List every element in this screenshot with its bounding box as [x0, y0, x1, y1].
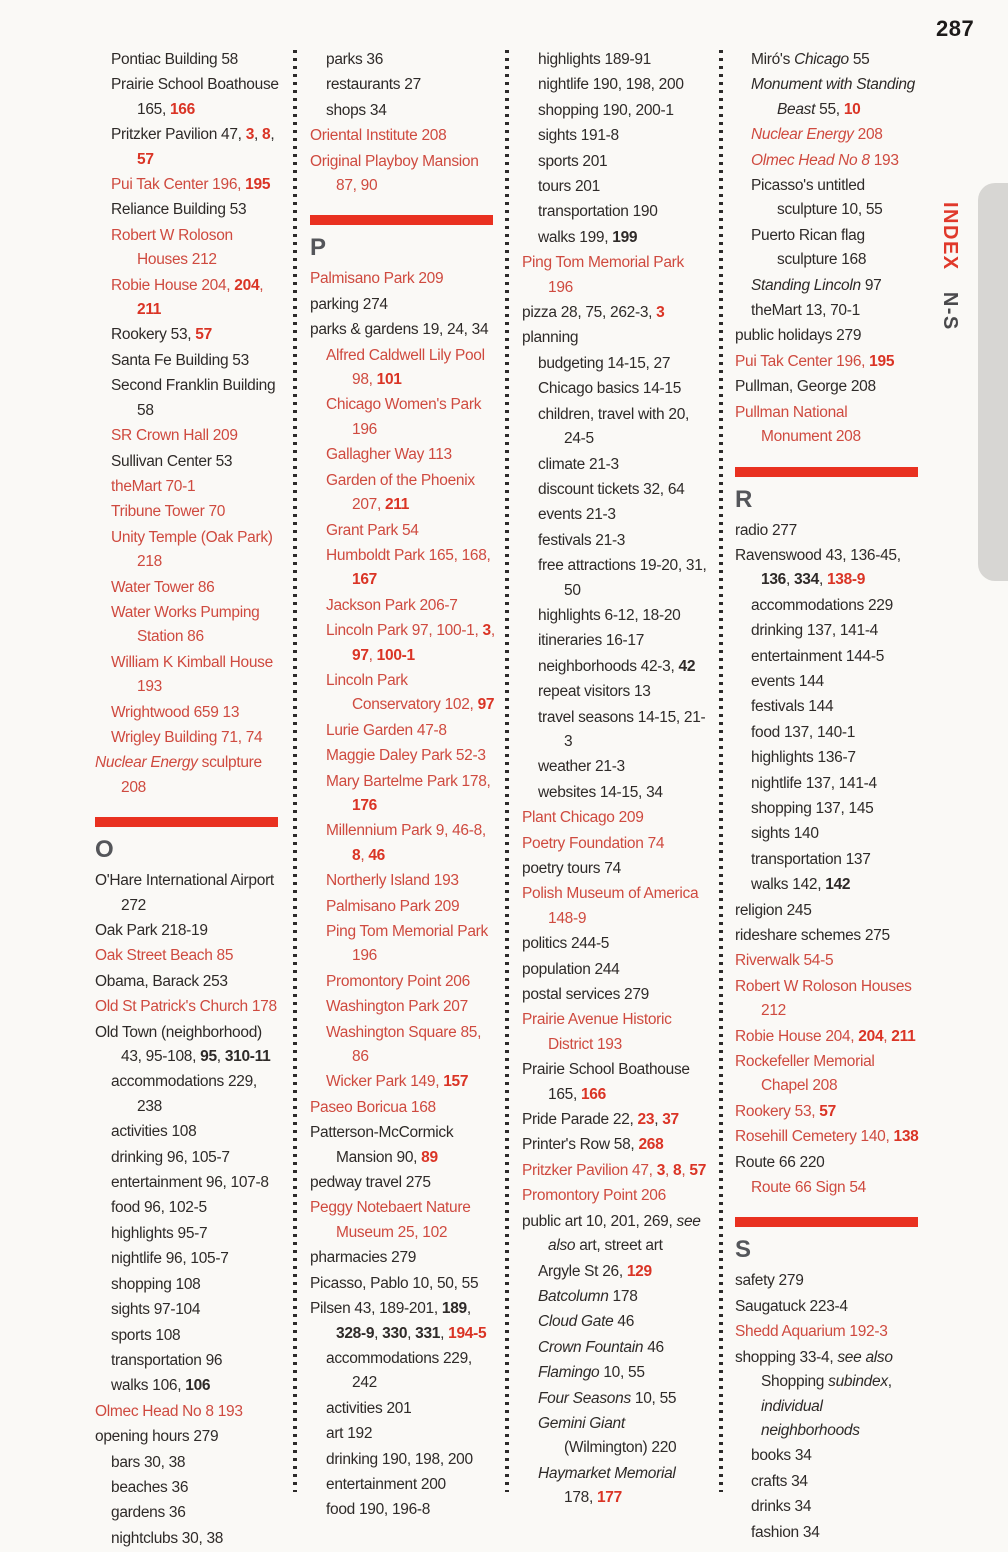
index-entry: transportation 137	[751, 850, 871, 868]
index-entry: Wicker Park 149, 157	[326, 1073, 469, 1091]
index-entry: books 34	[751, 1447, 812, 1465]
index-entry: sports 201	[538, 152, 608, 170]
index-entry: Route 66 Sign 54	[751, 1179, 866, 1197]
index-entry: Northerly Island 193	[326, 872, 459, 890]
index-entry: highlights 189-91	[538, 51, 651, 68]
index-entry: Gallagher Way 113	[326, 446, 452, 464]
index-entry: Cloud Gate 46	[538, 1313, 635, 1331]
index-entry: Unity Temple (Oak Park) 218	[111, 528, 273, 571]
index-entry: budgeting 14-15, 27	[538, 354, 671, 372]
index-tab-range-text: N-S	[939, 291, 961, 331]
index-entry: parks 36	[326, 51, 384, 68]
index-entry: drinks 34	[751, 1498, 812, 1516]
index-entry: SR Crown Hall 209	[111, 427, 238, 445]
index-entry: walks 106, 106	[111, 1377, 211, 1395]
column-separator	[293, 50, 297, 1492]
index-entry: Mary Bartelme Park 178, 176	[326, 772, 491, 814]
index-entry: Shedd Aquarium 192-3	[735, 1323, 888, 1341]
index-entry: politics 244-5	[522, 935, 610, 953]
index-entry: sights 191-8	[538, 127, 619, 145]
index-entry: Old Town (neighborhood) 43, 95-108, 95, 310-11	[95, 1023, 271, 1066]
index-entry: gardens 36	[111, 1504, 186, 1522]
index-entry: Old St Patrick's Church 178	[95, 998, 277, 1016]
index-entry: Pritzker Pavilion 47, 3, 8, 57	[522, 1161, 707, 1179]
index-entry: Palmisano Park 209	[310, 270, 444, 288]
index-entry: Prairie School Boathouse 165, 166	[522, 1061, 690, 1103]
index-entry: restaurants 27	[326, 76, 421, 94]
index-entry: Washington Square 85, 86	[326, 1023, 482, 1066]
index-entry: Puerto Rican flag sculpture 168	[751, 226, 867, 269]
index-entry: rideshare schemes 275	[735, 927, 890, 944]
index-entry: transportation 96	[111, 1351, 223, 1369]
index-entry: poetry tours 74	[522, 860, 621, 877]
index-entry: Printer's Row 58, 268	[522, 1136, 664, 1154]
index-entry: Riverwalk 54-5	[735, 952, 834, 970]
index-entry: Robert W Roloson Houses 212	[111, 226, 233, 269]
index-entry: repeat visitors 13	[538, 683, 651, 701]
index-entry: Oak Park 218-19	[95, 922, 208, 939]
index-entry: Oak Street Beach 85	[95, 947, 234, 965]
index-entry: sports 108	[111, 1326, 181, 1344]
index-tab-index-text: INDEX	[939, 202, 961, 271]
index-entry: accommodations 229, 238	[111, 1073, 257, 1115]
index-entry: highlights 6-12, 18-20	[538, 606, 681, 624]
index-entry: O'Hare International Airport 272	[95, 872, 274, 914]
index-entry: Obama, Barack 253	[95, 972, 228, 990]
index-entry: Rockefeller Memorial Chapel 208	[735, 1053, 875, 1095]
index-thumb-tab	[978, 183, 1008, 581]
index-entry: itineraries 16-17	[538, 632, 645, 650]
index-entry: drinking 137, 141-4	[751, 622, 879, 640]
index-entry: Flamingo 10, 55	[538, 1364, 645, 1382]
index-entry: nightlife 96, 105-7	[111, 1250, 229, 1268]
index-entry: Route 66 220	[735, 1153, 825, 1171]
index-tab-label	[938, 202, 961, 522]
index-entry: food 96, 102-5	[111, 1199, 207, 1217]
index-entry: children, travel with 20, 24-5	[538, 405, 690, 448]
index-entry: Patterson-McCormick Mansion 90, 89	[310, 1124, 454, 1166]
section-header-p: P	[310, 234, 326, 262]
index-entry: Chicago basics 14-15	[538, 380, 682, 398]
index-entry: tours 201	[538, 178, 600, 196]
section-rule	[95, 817, 278, 827]
index-entry: Palmisano Park 209	[326, 897, 460, 915]
index-entry: Robie House 204, 204, 211	[735, 1027, 916, 1045]
page-number: 287	[936, 16, 975, 41]
column-separator	[719, 50, 723, 1492]
index-entry: shopping 137, 145	[751, 799, 874, 817]
index-entry: Rookery 53, 57	[111, 326, 212, 344]
index-entry: Monument with Standing Beast 55, 10	[751, 76, 915, 118]
index-entry: Picasso, Pablo 10, 50, 55	[310, 1274, 479, 1292]
index-entry: nightlife 137, 141-4	[751, 774, 877, 792]
index-entry: fashion 34	[751, 1523, 820, 1541]
index-entry: planning	[522, 329, 579, 347]
index-column-3	[522, 48, 708, 1512]
index-entry: Gemini Giant (Wilmington) 220	[538, 1414, 677, 1457]
index-entry: Washington Park 207	[326, 998, 468, 1016]
index-entry: Maggie Daley Park 52-3	[326, 747, 486, 765]
index-entry: weather 21-3	[538, 758, 625, 776]
index-entry: Polish Museum of America 148-9	[522, 885, 699, 927]
index-column-2	[310, 48, 496, 1524]
index-entry: nightclubs 30, 38	[111, 1529, 224, 1547]
index-entry: Haymarket Memorial 178, 177	[538, 1464, 676, 1507]
index-entry: Reliance Building 53	[111, 201, 247, 219]
index-entry: pizza 28, 75, 262-3, 3	[522, 304, 665, 322]
index-entry: Argyle St 26, 129	[538, 1262, 652, 1280]
index-entry: Second Franklin Building 58	[111, 377, 276, 419]
index-entry: Crown Fountain 46	[538, 1338, 664, 1356]
index-entry: Olmec Head No 8 193	[95, 1402, 243, 1420]
index-entry: Humboldt Park 165, 168, 167	[326, 546, 491, 589]
index-entry: Pontiac Building 58	[111, 51, 239, 68]
index-entry: Prairie Avenue Historic District 193	[522, 1011, 672, 1053]
index-entry: Sullivan Center 53	[111, 452, 233, 470]
index-entry: Water Works Pumping Station 86	[111, 603, 260, 646]
index-entry: highlights 136-7	[751, 749, 856, 767]
index-entry: shopping 108	[111, 1275, 201, 1293]
index-entry: Garden of the Phoenix 207, 211	[326, 471, 475, 514]
index-entry: Jackson Park 206-7	[326, 596, 458, 614]
index-entry: Batcolumn 178	[538, 1287, 638, 1305]
index-entry: Pullman National Monument 208	[735, 403, 861, 446]
index-entry: transportation 190	[538, 203, 658, 221]
index-entry: drinking 190, 198, 200	[326, 1450, 473, 1468]
index-entry: entertainment 144-5	[751, 647, 885, 665]
index-entry: art 192	[326, 1425, 373, 1443]
index-entry: Rosehill Cemetery 140, 138	[735, 1128, 919, 1146]
index-entry: religion 245	[735, 901, 812, 919]
index-entry: Chicago Women's Park 196	[326, 396, 482, 438]
section-header-r: R	[735, 485, 753, 513]
index-entry: Ravenswood 43, 136-45, 136, 334, 138-9	[735, 546, 901, 589]
index-entry: Promontory Point 206	[326, 972, 470, 990]
index-entry: events 144	[751, 672, 824, 690]
index-entry: climate 21-3	[538, 455, 619, 473]
index-entry: Plant Chicago 209	[522, 809, 644, 827]
index-entry: sights 140	[751, 825, 819, 843]
index-entry: sights 97-104	[111, 1301, 201, 1319]
index-entry: Grant Park 54	[326, 521, 419, 539]
index-entry: food 190, 196-8	[326, 1501, 431, 1519]
index-entry: bars 30, 38	[111, 1453, 186, 1471]
index-entry: neighborhoods 42-3, 42	[538, 657, 696, 675]
index-entry: Rookery 53, 57	[735, 1102, 836, 1120]
index-entry: Promontory Point 206	[522, 1187, 666, 1205]
index-entry: population 244	[522, 960, 620, 978]
index-entry: Lincoln Park Conservatory 102, 97	[326, 671, 495, 714]
index-entry: Wrigley Building 71, 74	[111, 728, 263, 746]
index-entry: festivals 21-3	[538, 531, 626, 549]
index-entry: entertainment 96, 107-8	[111, 1174, 269, 1192]
index-entry: walks 199, 199	[538, 228, 638, 246]
index-entry: accommodations 229, 242	[326, 1349, 472, 1392]
index-entry: Miró's Chicago 55	[751, 51, 870, 68]
index-entry: Santa Fe Building 53	[111, 351, 249, 369]
index-entry: Lincoln Park 97, 100-1, 3, 97, 100-1	[326, 622, 495, 664]
index-entry: Wrightwood 659 13	[111, 703, 240, 721]
index-entry: Poetry Foundation 74	[522, 834, 665, 852]
index-entry: crafts 34	[751, 1472, 808, 1490]
index-entry: Pritzker Pavilion 47, 3, 8, 57	[111, 126, 275, 168]
column-separator	[505, 50, 509, 1492]
index-entry: accommodations 229	[751, 596, 893, 614]
index-entry: pharmacies 279	[310, 1249, 417, 1267]
index-entry: shopping 190, 200-1	[538, 101, 674, 119]
section-header-s: S	[735, 1236, 751, 1264]
index-entry: Water Tower 86	[111, 578, 215, 596]
index-entry: events 21-3	[538, 506, 616, 524]
index-entry: Ping Tom Memorial Park 196	[326, 923, 488, 965]
index-entry: Nuclear Energy sculpture 208	[95, 754, 262, 796]
section-rule	[310, 215, 493, 225]
index-entry: Pilsen 43, 189-201, 189, 328-9, 330, 331, 194-5	[310, 1300, 487, 1342]
index-entry: Tribune Tower 70	[111, 503, 226, 521]
index-entry: safety 279	[735, 1272, 804, 1290]
index-entry: drinking 96, 105-7	[111, 1148, 230, 1166]
index-entry: theMart 70-1	[111, 477, 196, 495]
index-entry: Saugatuck 223-4	[735, 1297, 848, 1315]
index-entry: opening hours 279	[95, 1428, 219, 1446]
index-entry: public holidays 279	[735, 327, 862, 345]
index-entry: Pui Tak Center 196, 195	[735, 352, 895, 370]
index-entry: Standing Lincoln 97	[751, 276, 882, 294]
index-entry: Picasso's untitled sculpture 10, 55	[751, 177, 883, 219]
index-entry: William K Kimball House 193	[111, 653, 273, 696]
index-entry: Paseo Boricua 168	[310, 1098, 436, 1116]
index-entry: Original Playboy Mansion 87, 90	[310, 152, 479, 195]
index-entry: activities 201	[326, 1399, 412, 1417]
index-entry: Pullman, George 208	[735, 378, 876, 396]
index-entry: radio 277	[735, 521, 797, 539]
index-entry: walks 142, 142	[751, 876, 851, 894]
index-entry: parking 274	[310, 295, 388, 313]
section-header-o: O	[95, 836, 114, 864]
index-column-1	[95, 48, 281, 1552]
index-entry: Four Seasons 10, 55	[538, 1389, 677, 1407]
index-entry: festivals 144	[751, 698, 834, 716]
index-entry: beaches 36	[111, 1478, 189, 1496]
index-entry: Peggy Notebaert Nature Museum 25, 102	[310, 1199, 471, 1241]
index-entry: shops 34	[326, 101, 387, 119]
index-entry: Pride Parade 22, 23, 37	[522, 1111, 679, 1129]
index-entry: parks & gardens 19, 24, 34	[310, 321, 489, 339]
index-entry: websites 14-15, 34	[538, 783, 663, 801]
index-entry: Nuclear Energy 208	[751, 126, 883, 144]
index-entry: Pui Tak Center 196, 195	[111, 176, 271, 194]
section-rule	[735, 1217, 918, 1227]
index-entry: Ping Tom Memorial Park 196	[522, 254, 684, 296]
index-entry: highlights 95-7	[111, 1224, 208, 1242]
index-entry: Robert W Roloson Houses 212	[735, 977, 912, 1020]
index-entry: theMart 13, 70-1	[751, 302, 860, 320]
index-column-4	[735, 48, 921, 1546]
index-entry: Alfred Caldwell Lily Pool 98, 101	[326, 346, 485, 389]
section-rule	[735, 467, 918, 477]
index-entry: Millennium Park 9, 46-8, 8, 46	[326, 822, 486, 864]
index-entry: discount tickets 32, 64	[538, 480, 685, 498]
index-entry: Olmec Head No 8 193	[751, 151, 899, 169]
index-entry: postal services 279	[522, 986, 649, 1004]
index-entry: activities 108	[111, 1123, 197, 1141]
index-entry: Oriental Institute 208	[310, 127, 447, 145]
index-entry: Robie House 204, 204, 211	[111, 276, 264, 319]
index-entry: nightlife 190, 198, 200	[538, 76, 684, 94]
index-entry: pedway travel 275	[310, 1174, 431, 1192]
index-entry: travel seasons 14-15, 21-3	[538, 708, 706, 750]
index-entry: entertainment 200	[326, 1475, 446, 1493]
index-entry: food 137, 140-1	[751, 723, 856, 741]
index-entry: Prairie School Boathouse 165, 166	[111, 76, 279, 118]
index-entry: free attractions 19-20, 31, 50	[538, 557, 707, 599]
index-entry: public art 10, 201, 269, see also art, street art	[522, 1212, 701, 1255]
index-entry: shopping 33-4, see also Shopping subindex, individual neighborhoods	[735, 1348, 893, 1439]
tab-label-spacer	[939, 278, 961, 285]
index-entry: Lurie Garden 47-8	[326, 721, 447, 739]
